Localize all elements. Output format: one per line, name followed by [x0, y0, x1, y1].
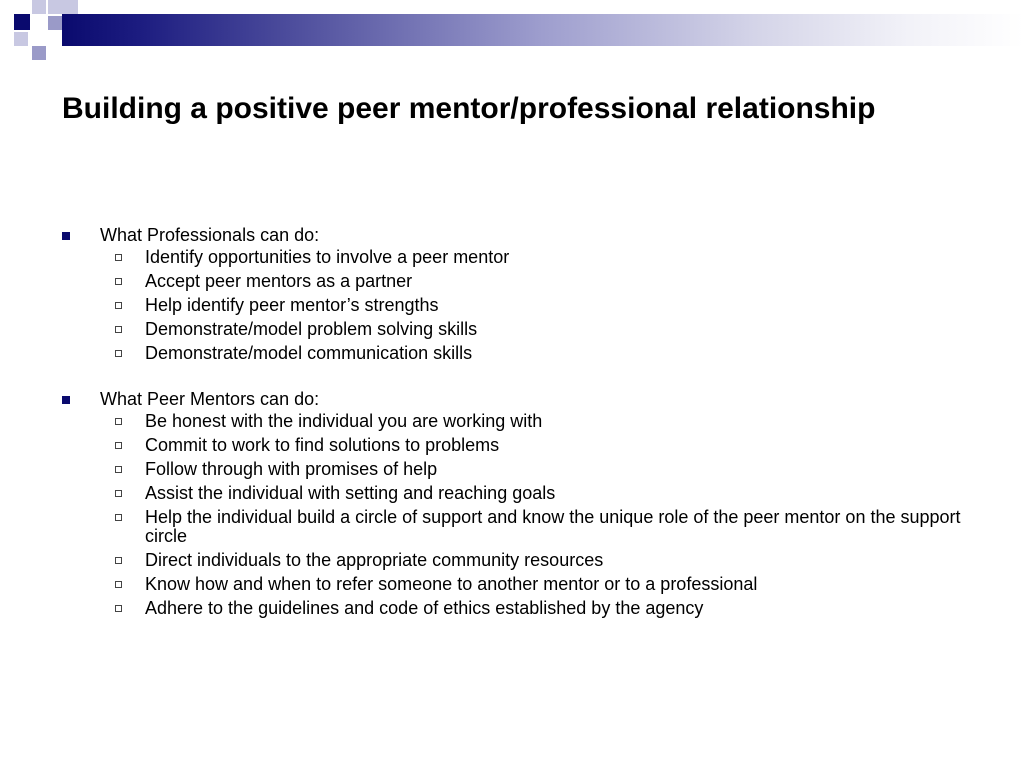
hollow-square-bullet-icon	[115, 326, 122, 333]
list-item-text: Know how and when to refer someone to another mentor or to a professional	[145, 574, 758, 594]
hollow-square-bullet-icon	[115, 581, 122, 588]
list-item	[62, 551, 962, 571]
hollow-square-bullet-icon	[115, 350, 122, 357]
filled-square-bullet-icon	[62, 396, 70, 404]
section-heading	[62, 224, 962, 246]
hollow-square-bullet-icon	[115, 278, 122, 285]
list-item	[62, 484, 962, 504]
section-heading	[62, 388, 962, 410]
list-item-text: Follow through with promises of help	[145, 458, 438, 479]
list-item	[62, 248, 962, 268]
section-professionals	[62, 224, 962, 364]
slide-body	[62, 224, 962, 643]
slide-title: Building a positive peer mentor/professional relationship	[62, 92, 876, 125]
decorative-square	[32, 46, 46, 60]
hollow-square-bullet-icon	[115, 466, 122, 473]
hollow-square-bullet-icon	[115, 605, 122, 612]
list-item	[62, 320, 962, 340]
hollow-square-bullet-icon	[115, 557, 122, 564]
decorative-square	[14, 14, 30, 30]
list-item-text: Identify opportunities to involve a peer mentor	[145, 247, 510, 267]
hollow-square-bullet-icon	[115, 490, 122, 497]
list-item-text: Demonstrate/model communication skills	[145, 343, 473, 363]
decorative-square	[32, 0, 46, 14]
section-peer-mentors	[62, 388, 962, 619]
hollow-square-bullet-icon	[115, 302, 122, 309]
decorative-square	[62, 0, 78, 14]
section-heading-text: What Professionals can do:	[100, 225, 320, 245]
list-item-text: Commit to work to find solutions to problems	[145, 434, 500, 455]
list-item-text: Direct individuals to the appropriate community resources	[145, 550, 604, 570]
list-item-text: Be honest with the individual you are working with	[145, 410, 543, 431]
list-item	[62, 344, 962, 364]
filled-square-bullet-icon	[62, 232, 70, 240]
list-item	[62, 508, 962, 547]
list-item-text: Accept peer mentors as a partner	[145, 271, 413, 291]
header-decoration	[0, 0, 1024, 62]
list-item	[62, 460, 962, 480]
list-item-text: Help identify peer mentor’s strengths	[145, 295, 439, 315]
decorative-square	[0, 32, 14, 46]
list-item	[62, 599, 962, 619]
list-item	[62, 436, 962, 456]
list-item-text: Demonstrate/model problem solving skills	[145, 319, 478, 339]
decorative-square	[48, 16, 62, 30]
list-item	[62, 272, 962, 292]
decorative-square	[48, 0, 62, 14]
header-gradient-stripe	[62, 14, 1024, 46]
hollow-square-bullet-icon	[115, 442, 122, 449]
list-item	[62, 575, 962, 595]
list-item-text: Help the individual build a circle of support and know the unique role of the peer mentor on the support circle	[145, 506, 961, 546]
decorative-square	[30, 32, 46, 46]
list-item-text: Assist the individual with setting and reaching goals	[145, 482, 556, 503]
hollow-square-bullet-icon	[115, 514, 122, 521]
decorative-square	[30, 16, 46, 32]
decorative-square	[14, 32, 28, 46]
hollow-square-bullet-icon	[115, 418, 122, 425]
hollow-square-bullet-icon	[115, 254, 122, 261]
list-item	[62, 412, 962, 432]
list-item	[62, 296, 962, 316]
section-heading-text: What Peer Mentors can do:	[100, 388, 320, 409]
list-item-text: Adhere to the guidelines and code of ethics established by the agency	[145, 598, 704, 618]
